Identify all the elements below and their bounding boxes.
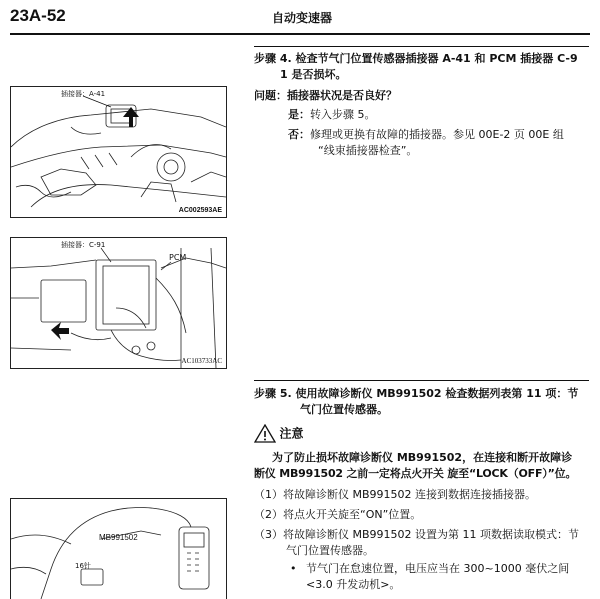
bullet-dot-icon: • — [290, 562, 297, 575]
scan-tool-drawing — [11, 499, 226, 599]
bullet-line-2: <3.0 升发动机>。 — [306, 578, 401, 591]
figure-code-1: AC002593AE — [178, 207, 222, 214]
step4-yes — [288, 107, 376, 123]
step5-heading-2: 气门位置传感器。 — [300, 403, 388, 416]
procedure-item-3-cont: 气门位置传感器。 — [286, 544, 374, 557]
no-text-2: “线束插接器检查”。 — [318, 144, 418, 157]
pcm-label: PCM — [169, 253, 187, 262]
step5-rule — [254, 380, 589, 381]
step4-heading-2: 1 是否损坏。 — [280, 68, 347, 81]
figure-connector-a41 — [10, 86, 227, 218]
section-title: 自动变速器 — [272, 11, 333, 25]
caution-title: 注意 — [279, 426, 304, 441]
page-number: 23A-52 — [10, 6, 66, 25]
bullet-item — [290, 561, 297, 577]
step4-rule — [254, 46, 589, 47]
step4-no — [288, 127, 564, 143]
caution-header — [254, 424, 304, 444]
header-rule — [10, 33, 590, 35]
procedure-item-2: （2）将点火开关旋至“ON”位置。 — [254, 508, 422, 521]
caution-line-2: 断仪 MB991502 之前一定将点火开关 旋至“LOCK（OFF）”位。 — [254, 467, 577, 480]
figure-code-2: AC103733AC — [181, 357, 222, 365]
bullet-line-1: 节气门在怠速位置，电压应当在 300~1000 毫伏之间 — [306, 562, 570, 575]
no-label: 否： — [288, 128, 310, 141]
pcm-drawing — [11, 238, 226, 368]
engine-drawing-1 — [11, 87, 226, 217]
figure-scan-tool — [10, 498, 227, 599]
step4-question: 问题：插接器状况是否良好？ — [254, 89, 397, 102]
figure-connector-c91 — [10, 237, 227, 369]
yes-text: 转入步骤 5。 — [310, 108, 376, 121]
yes-label: 是： — [288, 108, 310, 121]
step5-heading-1: 步骤 5. 使用故障诊断仪 MB991502 检查数据列表第 11 项：节 — [254, 387, 579, 400]
connector-label-c91: 插接器：C-91 — [61, 241, 106, 249]
procedure-item-3: （3）将故障诊断仪 MB991502 设置为第 11 项数据读取模式：节 — [254, 528, 580, 541]
caution-line-1: 为了防止损坏故障诊断仪 MB991502，在连接和断开故障诊 — [272, 451, 573, 464]
warning-triangle-icon — [254, 424, 276, 443]
procedure-item-1: （1）将故障诊断仪 MB991502 连接到数据连接插接器。 — [254, 488, 537, 501]
tool-label: MB991502 — [99, 533, 138, 542]
no-text-1: 修理或更换有故障的插接器。参见 00E-2 页 00E 组 — [310, 128, 564, 141]
connector-label-a41: 插接器：A-41 — [61, 90, 106, 98]
pin-label: 16针 — [75, 562, 91, 570]
step4-heading-1: 步骤 4. 检查节气门位置传感器插接器 A-41 和 PCM 插接器 C-9 — [254, 52, 578, 65]
